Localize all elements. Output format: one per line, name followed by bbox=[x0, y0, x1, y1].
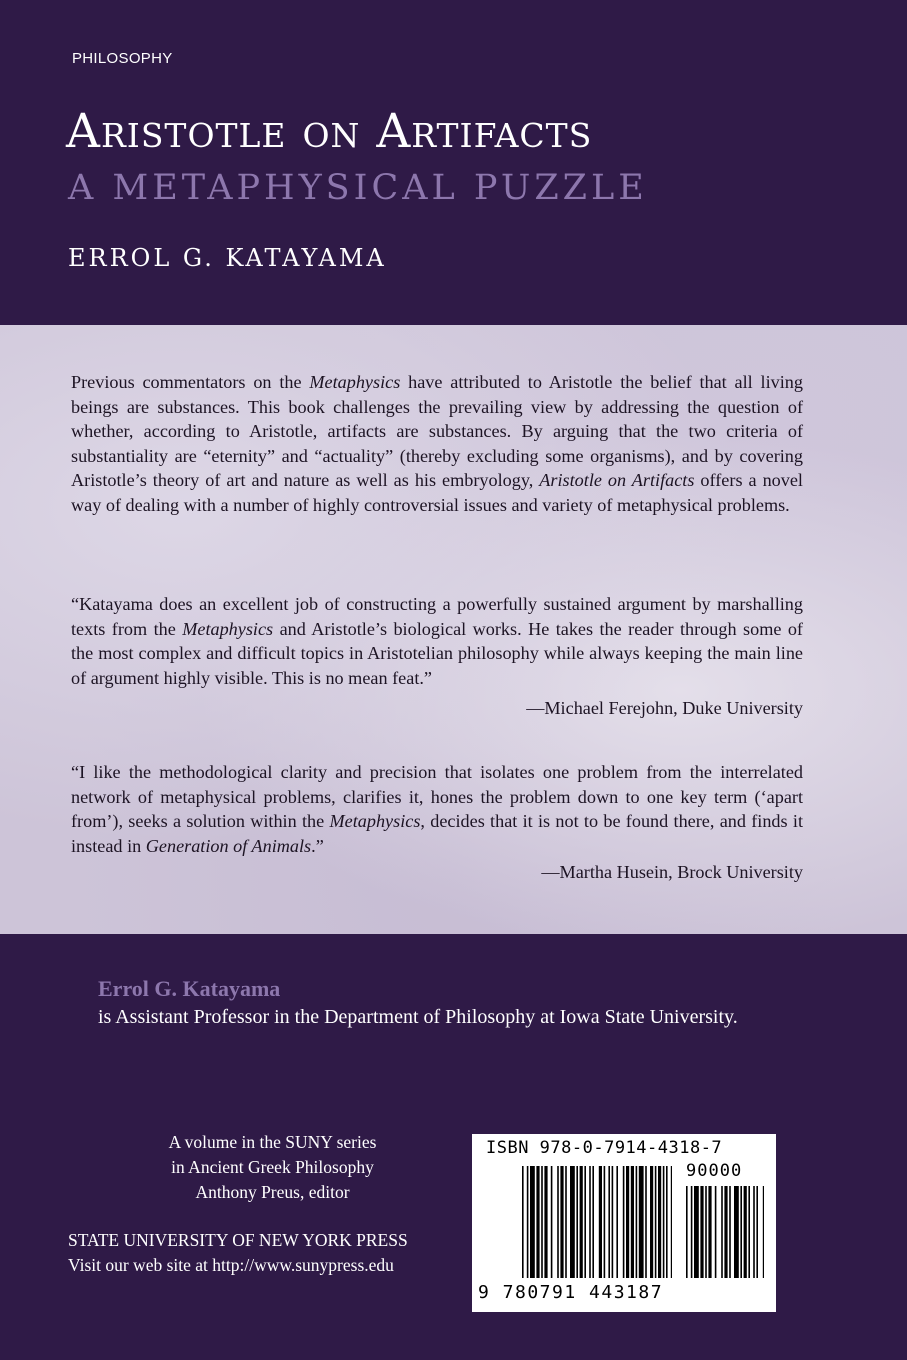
review-quote-1: “Katayama does an excellent job of constructing a powerfully sustained argument by marshalling texts from the Metaphysics and Aristotle’s biological works. He takes the reader through some of the most complex and difficult topics in Aristotelian philosophy while always keeping the main line of argument highly visible. This is no mean feat.” bbox=[71, 594, 803, 688]
series-line-2: in Ancient Greek Philosophy bbox=[171, 1157, 374, 1177]
book-description: Previous commentators on the Metaphysics have attributed to Aristotle the belief that all living beings are substances. This book challenges the prevailing view by addressing the question of whether, according to Aristotle, artifacts are substances. By arguing that the two criteria of substantiality are “eternity” and “actuality” (thereby excluding some organisms), and by covering Aristotle’s theory of art and nature as well as his embryology, Aristotle on Artifacts offers a novel way of dealing with a number of highly controversial issues and variety of metaphysical problems. bbox=[71, 372, 803, 515]
publisher-website: Visit our web site at http://www.sunypress.edu bbox=[68, 1255, 394, 1275]
isbn-label: ISBN 978-0-7914-4318-7 bbox=[486, 1138, 723, 1158]
publisher-info bbox=[68, 1228, 408, 1278]
book-subtitle: A METAPHYSICAL PUZZLE bbox=[68, 168, 648, 208]
barcode-block bbox=[472, 1134, 776, 1312]
series-line-1: A volume in the SUNY series bbox=[168, 1132, 377, 1152]
series-line-3: Anthony Preus, editor bbox=[195, 1182, 350, 1202]
book-title: Aristotle on Artifacts bbox=[66, 104, 593, 159]
author-banner: ERROL G. KATAYAMA bbox=[68, 244, 387, 272]
series-info bbox=[100, 1130, 445, 1205]
price-addon-label: 90000 bbox=[686, 1161, 743, 1181]
author-bio-description: is Assistant Professor in the Department of Philosophy at Iowa State University. bbox=[98, 1006, 738, 1028]
review-attribution-2: —Martha Husein, Brock University bbox=[541, 862, 803, 882]
review-quote-2: “I like the methodological clarity and precision that isolates one problem from the interrelated network of metaphysical problems, clarifies it, hones the problem down to one key term (‘apart from’), seeks a solution within the Metaphysics, decides that it is not to be found there, and finds it instead in Generation of Animals.” bbox=[71, 762, 803, 856]
top-banner bbox=[0, 0, 907, 325]
author-bio-name: Errol G. Katayama bbox=[98, 976, 281, 1001]
publisher-name: STATE UNIVERSITY OF NEW YORK PRESS bbox=[68, 1230, 408, 1250]
barcode-digits: 9 780791 443187 bbox=[478, 1282, 664, 1303]
review-attribution-1: —Michael Ferejohn, Duke University bbox=[526, 698, 803, 718]
category-label: PHILOSOPHY bbox=[72, 50, 173, 67]
